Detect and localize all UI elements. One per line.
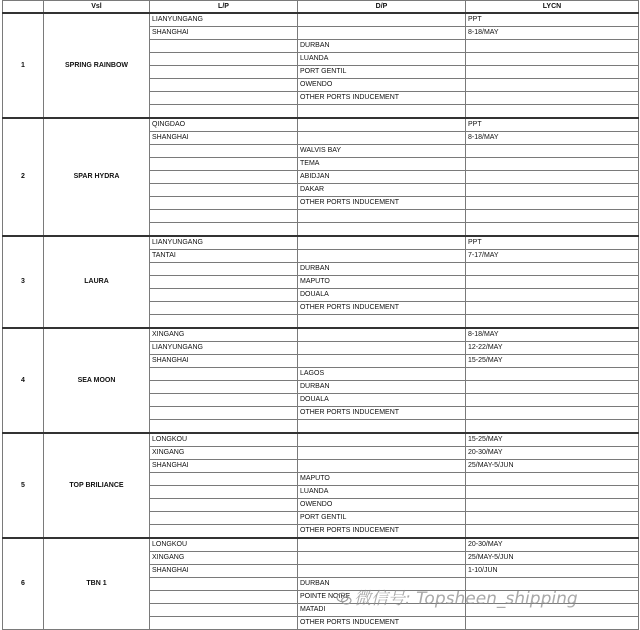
laycan-cell: 7-17/MAY [466,250,639,263]
discharge-port-cell [298,118,466,132]
laycan-cell: PPT [466,13,639,27]
loading-port-cell [150,184,298,197]
vessel-number: 3 [3,236,44,328]
discharge-port-cell: MATADI [298,604,466,617]
discharge-port-cell: LAGOS [298,368,466,381]
discharge-port-cell: OTHER PORTS INDUCEMENT [298,407,466,420]
loading-port-cell [150,315,298,329]
header-lp: L/P [150,1,298,14]
discharge-port-cell [298,27,466,40]
table-row [3,433,639,447]
laycan-cell: 8-18/MAY [466,132,639,145]
laycan-cell: 1-10/JUN [466,565,639,578]
vessel-name: SPAR HYDRA [44,118,150,236]
discharge-port-cell: OTHER PORTS INDUCEMENT [298,197,466,210]
discharge-port-cell: OTHER PORTS INDUCEMENT [298,525,466,539]
discharge-port-cell: POINTE NOIRE [298,591,466,604]
loading-port-cell [150,302,298,315]
loading-port-cell [150,289,298,302]
loading-port-cell [150,92,298,105]
laycan-cell [466,289,639,302]
header-vsl: Vsl [44,1,150,14]
laycan-cell [466,158,639,171]
discharge-port-cell [298,210,466,223]
loading-port-cell: SHANGHAI [150,460,298,473]
watermark [336,584,578,609]
discharge-port-cell [298,13,466,27]
discharge-port-cell: PORT GENTIL [298,66,466,79]
laycan-cell [466,66,639,79]
laycan-cell: 15-25/MAY [466,433,639,447]
loading-port-cell [150,473,298,486]
discharge-port-cell: LUANDA [298,486,466,499]
discharge-port-cell [298,460,466,473]
laycan-cell [466,145,639,158]
header-lycn: LYCN [466,1,639,14]
discharge-port-cell: ABIDJAN [298,171,466,184]
laycan-cell: 8-18/MAY [466,27,639,40]
discharge-port-cell: DURBAN [298,381,466,394]
discharge-port-cell: DOUALA [298,394,466,407]
laycan-cell [466,499,639,512]
loading-port-cell [150,591,298,604]
loading-port-cell [150,223,298,237]
loading-port-cell [150,145,298,158]
vessel-number: 5 [3,433,44,538]
discharge-port-cell: DAKAR [298,184,466,197]
laycan-cell: 20-30/MAY [466,447,639,460]
table-row [3,328,639,342]
header-dp: D/P [298,1,466,14]
discharge-port-cell: OTHER PORTS INDUCEMENT [298,617,466,630]
loading-port-cell: SHANGHAI [150,565,298,578]
laycan-cell [466,184,639,197]
discharge-port-cell: DURBAN [298,40,466,53]
laycan-cell [466,171,639,184]
loading-port-cell: SHANGHAI [150,27,298,40]
vessel-number: 2 [3,118,44,236]
laycan-cell [466,302,639,315]
loading-port-cell: SHANGHAI [150,355,298,368]
vessel-name: TOP BRILIANCE [44,433,150,538]
loading-port-cell [150,604,298,617]
discharge-port-cell: DURBAN [298,578,466,591]
loading-port-cell: XINGANG [150,328,298,342]
loading-port-cell [150,499,298,512]
discharge-port-cell [298,250,466,263]
loading-port-cell: TANTAI [150,250,298,263]
loading-port-cell [150,210,298,223]
loading-port-cell: QINGDAO [150,118,298,132]
laycan-cell [466,473,639,486]
laycan-cell: 25/MAY-5/JUN [466,552,639,565]
laycan-cell [466,105,639,119]
laycan-cell: PPT [466,236,639,250]
loading-port-cell: SHANGHAI [150,132,298,145]
laycan-cell [466,263,639,276]
discharge-port-cell [298,223,466,237]
discharge-port-cell: OWENDO [298,79,466,92]
laycan-cell [466,420,639,434]
loading-port-cell [150,407,298,420]
discharge-port-cell [298,236,466,250]
laycan-cell [466,394,639,407]
loading-port-cell: LIANYUNGANG [150,13,298,27]
laycan-cell [466,210,639,223]
laycan-cell [466,223,639,237]
loading-port-cell [150,420,298,434]
loading-port-cell [150,263,298,276]
wechat-icon [336,592,352,606]
loading-port-cell [150,197,298,210]
discharge-port-cell: OTHER PORTS INDUCEMENT [298,302,466,315]
vessel-name: SEA MOON [44,328,150,433]
loading-port-cell [150,512,298,525]
laycan-cell [466,525,639,539]
loading-port-cell [150,276,298,289]
discharge-port-cell [298,565,466,578]
discharge-port-cell: LUANDA [298,53,466,66]
loading-port-cell [150,79,298,92]
discharge-port-cell [298,132,466,145]
vessel-number: 4 [3,328,44,433]
discharge-port-cell: DOUALA [298,289,466,302]
discharge-port-cell [298,552,466,565]
loading-port-cell: LIANYUNGANG [150,236,298,250]
laycan-cell [466,53,639,66]
laycan-cell: 12-22/MAY [466,342,639,355]
laycan-cell [466,512,639,525]
loading-port-cell: XINGANG [150,447,298,460]
table-row [3,118,639,132]
vessel-name: LAURA [44,236,150,328]
laycan-cell [466,92,639,105]
discharge-port-cell: MAPUTO [298,473,466,486]
discharge-port-cell [298,538,466,552]
loading-port-cell: LONGKOU [150,538,298,552]
loading-port-cell [150,486,298,499]
header-row [3,1,639,14]
discharge-port-cell [298,342,466,355]
loading-port-cell: LIANYUNGANG [150,342,298,355]
discharge-port-cell: OWENDO [298,499,466,512]
loading-port-cell [150,381,298,394]
loading-port-cell: XINGANG [150,552,298,565]
loading-port-cell [150,158,298,171]
discharge-port-cell [298,328,466,342]
watermark-text: 微信号: Topsheen_shipping [354,589,578,609]
discharge-port-cell: OTHER PORTS INDUCEMENT [298,92,466,105]
discharge-port-cell [298,420,466,434]
loading-port-cell: LONGKOU [150,433,298,447]
discharge-port-cell: MAPUTO [298,276,466,289]
discharge-port-cell: PORT GENTIL [298,512,466,525]
vessel-number: 1 [3,13,44,118]
loading-port-cell [150,368,298,381]
loading-port-cell [150,53,298,66]
loading-port-cell [150,394,298,407]
loading-port-cell [150,525,298,539]
laycan-cell: 15-25/MAY [466,355,639,368]
discharge-port-cell: DURBAN [298,263,466,276]
vessel-name: TBN 1 [44,538,150,630]
laycan-cell [466,368,639,381]
loading-port-cell [150,66,298,79]
loading-port-cell [150,171,298,184]
laycan-cell [466,79,639,92]
discharge-port-cell [298,447,466,460]
laycan-cell [466,315,639,329]
discharge-port-cell: TEMA [298,158,466,171]
laycan-cell: 25/MAY-5/JUN [466,460,639,473]
schedule-body [3,13,639,630]
laycan-cell: PPT [466,118,639,132]
vessel-number: 6 [3,538,44,630]
laycan-cell [466,381,639,394]
loading-port-cell [150,105,298,119]
loading-port-cell [150,578,298,591]
laycan-cell [466,40,639,53]
table-row [3,236,639,250]
laycan-cell [466,407,639,420]
laycan-cell: 20-30/MAY [466,538,639,552]
discharge-port-cell [298,433,466,447]
laycan-cell [466,197,639,210]
discharge-port-cell [298,355,466,368]
vessel-name: SPRING RAINBOW [44,13,150,118]
laycan-cell: 8-18/MAY [466,328,639,342]
discharge-port-cell [298,315,466,329]
discharge-port-cell: WALVIS BAY [298,145,466,158]
discharge-port-cell [298,105,466,119]
table-row [3,13,639,27]
header-no [3,1,44,14]
table-row [3,538,639,552]
laycan-cell [466,276,639,289]
laycan-cell [466,486,639,499]
loading-port-cell [150,40,298,53]
schedule-table [2,0,639,630]
